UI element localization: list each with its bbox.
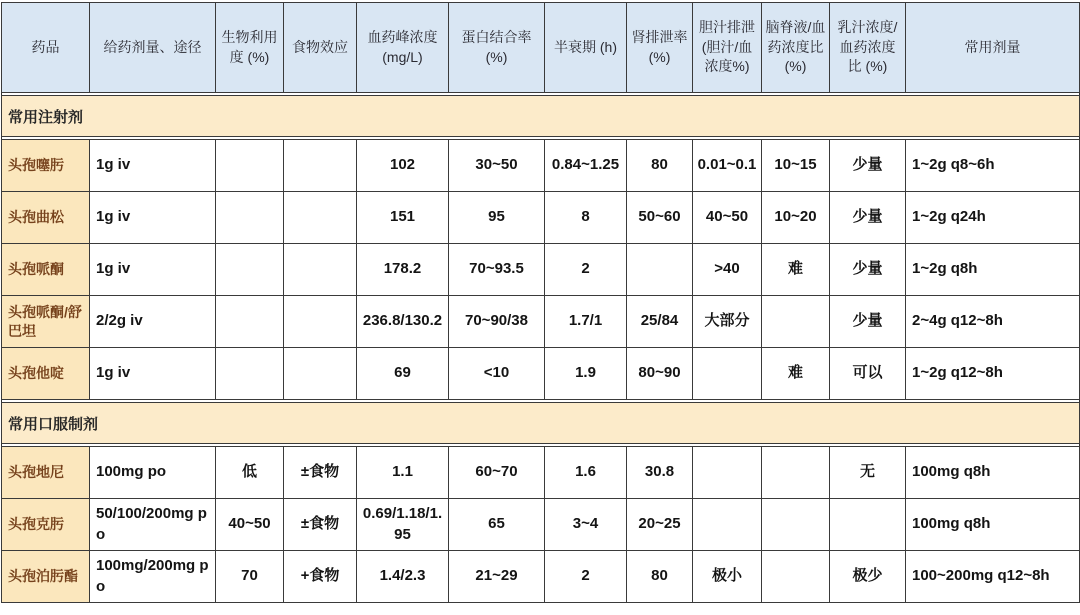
data-cell: 50/100/200mg po [90, 499, 216, 551]
data-cell [216, 244, 284, 296]
data-cell [216, 140, 284, 192]
data-cell [284, 140, 357, 192]
data-cell: 100mg q8h [906, 447, 1080, 499]
data-cell: 100mg q8h [906, 499, 1080, 551]
data-cell: 25/84 [627, 296, 693, 348]
data-cell: 30.8 [627, 447, 693, 499]
data-cell: 2 [545, 244, 627, 296]
data-cell: 1g iv [90, 192, 216, 244]
section-title: 常用注射剂 [2, 96, 1080, 137]
col-header-bioavailability: 生物利用度 (%) [216, 3, 284, 93]
data-cell [693, 348, 762, 400]
data-cell: 70~90/38 [449, 296, 545, 348]
data-cell: 236.8/130.2 [357, 296, 449, 348]
col-header-dose-route: 给药剂量、途径 [90, 3, 216, 93]
data-cell [284, 348, 357, 400]
data-cell: 100mg po [90, 447, 216, 499]
data-cell [284, 296, 357, 348]
data-cell: 少量 [830, 140, 906, 192]
table-row [2, 447, 1080, 499]
data-cell: 60~70 [449, 447, 545, 499]
col-header-drug: 药品 [2, 3, 90, 93]
section-row-0 [2, 96, 1080, 137]
col-header-milk-ratio: 乳汁浓度/血药浓度比 (%) [830, 3, 906, 93]
data-cell: 100mg/200mg po [90, 551, 216, 603]
data-cell: 难 [762, 244, 830, 296]
data-cell: 151 [357, 192, 449, 244]
data-cell: 80~90 [627, 348, 693, 400]
table-row [2, 296, 1080, 348]
data-cell: 0.84~1.25 [545, 140, 627, 192]
data-cell: 30~50 [449, 140, 545, 192]
data-cell: 1~2g q8h [906, 244, 1080, 296]
data-cell: 100~200mg q12~8h [906, 551, 1080, 603]
data-cell: ±食物 [284, 499, 357, 551]
data-cell: 0.01~0.1 [693, 140, 762, 192]
drug-name-cell: 头孢哌酮/舒巴坦 [2, 296, 90, 348]
data-cell: 20~25 [627, 499, 693, 551]
data-cell: 50~60 [627, 192, 693, 244]
table-row [2, 140, 1080, 192]
data-cell [216, 192, 284, 244]
col-header-peak-conc: 血药峰浓度 (mg/L) [357, 3, 449, 93]
data-cell: 0.69/1.18/1.95 [357, 499, 449, 551]
data-cell: 1~2g q12~8h [906, 348, 1080, 400]
data-cell: 1g iv [90, 244, 216, 296]
data-cell: 40~50 [693, 192, 762, 244]
data-cell: 10~20 [762, 192, 830, 244]
data-cell [762, 499, 830, 551]
drug-name-cell: 头孢噻肟 [2, 140, 90, 192]
data-cell: 8 [545, 192, 627, 244]
data-cell: 70~93.5 [449, 244, 545, 296]
data-cell: 少量 [830, 244, 906, 296]
data-cell: >40 [693, 244, 762, 296]
table-row [2, 348, 1080, 400]
data-cell: 178.2 [357, 244, 449, 296]
data-cell: 大部分 [693, 296, 762, 348]
data-cell: 102 [357, 140, 449, 192]
table-row [2, 499, 1080, 551]
data-cell: 1.1 [357, 447, 449, 499]
col-header-renal-excretion: 肾排泄率 (%) [627, 3, 693, 93]
data-cell [216, 348, 284, 400]
drug-name-cell: 头孢他啶 [2, 348, 90, 400]
data-cell [627, 244, 693, 296]
data-cell: 无 [830, 447, 906, 499]
drug-name-cell: 头孢地尼 [2, 447, 90, 499]
data-cell: 少量 [830, 296, 906, 348]
data-cell [216, 296, 284, 348]
data-cell: 95 [449, 192, 545, 244]
table-header [2, 3, 1080, 93]
section-row-1 [2, 403, 1080, 444]
table-body [2, 93, 1080, 603]
table-row [2, 192, 1080, 244]
data-cell: 1.9 [545, 348, 627, 400]
data-cell [762, 551, 830, 603]
drug-name-cell: 头孢曲松 [2, 192, 90, 244]
data-cell [693, 447, 762, 499]
data-cell [284, 244, 357, 296]
data-cell: 2/2g iv [90, 296, 216, 348]
data-cell: 可以 [830, 348, 906, 400]
col-header-protein-binding: 蛋白结合率 (%) [449, 3, 545, 93]
data-cell: 80 [627, 140, 693, 192]
drug-name-cell: 头孢泊肟酯 [2, 551, 90, 603]
drug-name-cell: 头孢克肟 [2, 499, 90, 551]
col-header-csf-ratio: 脑脊液/血药浓度比 (%) [762, 3, 830, 93]
data-cell: ±食物 [284, 447, 357, 499]
data-cell: 10~15 [762, 140, 830, 192]
data-cell: 21~29 [449, 551, 545, 603]
data-cell: 2 [545, 551, 627, 603]
data-cell: 2~4g q12~8h [906, 296, 1080, 348]
data-cell: 80 [627, 551, 693, 603]
data-cell: +食物 [284, 551, 357, 603]
data-cell: 70 [216, 551, 284, 603]
data-cell: 极小 [693, 551, 762, 603]
data-cell: 40~50 [216, 499, 284, 551]
data-cell: 难 [762, 348, 830, 400]
header-row [2, 3, 1080, 93]
data-cell [693, 499, 762, 551]
col-header-food-effect: 食物效应 [284, 3, 357, 93]
data-cell: <10 [449, 348, 545, 400]
data-cell: 少量 [830, 192, 906, 244]
data-cell: 1~2g q24h [906, 192, 1080, 244]
data-cell: 1~2g q8~6h [906, 140, 1080, 192]
cephalosporin-pk-table [1, 2, 1080, 603]
table-row [2, 244, 1080, 296]
data-cell: 1.4/2.3 [357, 551, 449, 603]
data-cell [830, 499, 906, 551]
data-cell [284, 192, 357, 244]
col-header-half-life: 半衰期 (h) [545, 3, 627, 93]
data-cell: 低 [216, 447, 284, 499]
drug-name-cell: 头孢哌酮 [2, 244, 90, 296]
data-cell: 3~4 [545, 499, 627, 551]
data-cell [762, 447, 830, 499]
section-title: 常用口服制剂 [2, 403, 1080, 444]
data-cell [762, 296, 830, 348]
data-cell: 1g iv [90, 348, 216, 400]
data-cell: 1g iv [90, 140, 216, 192]
table-row [2, 551, 1080, 603]
data-cell: 1.6 [545, 447, 627, 499]
data-cell: 1.7/1 [545, 296, 627, 348]
data-cell: 65 [449, 499, 545, 551]
col-header-common-dose: 常用剂量 [906, 3, 1080, 93]
data-cell: 极少 [830, 551, 906, 603]
data-cell: 69 [357, 348, 449, 400]
col-header-bile-excretion: 胆汁排泄 (胆汁/血浓度%) [693, 3, 762, 93]
